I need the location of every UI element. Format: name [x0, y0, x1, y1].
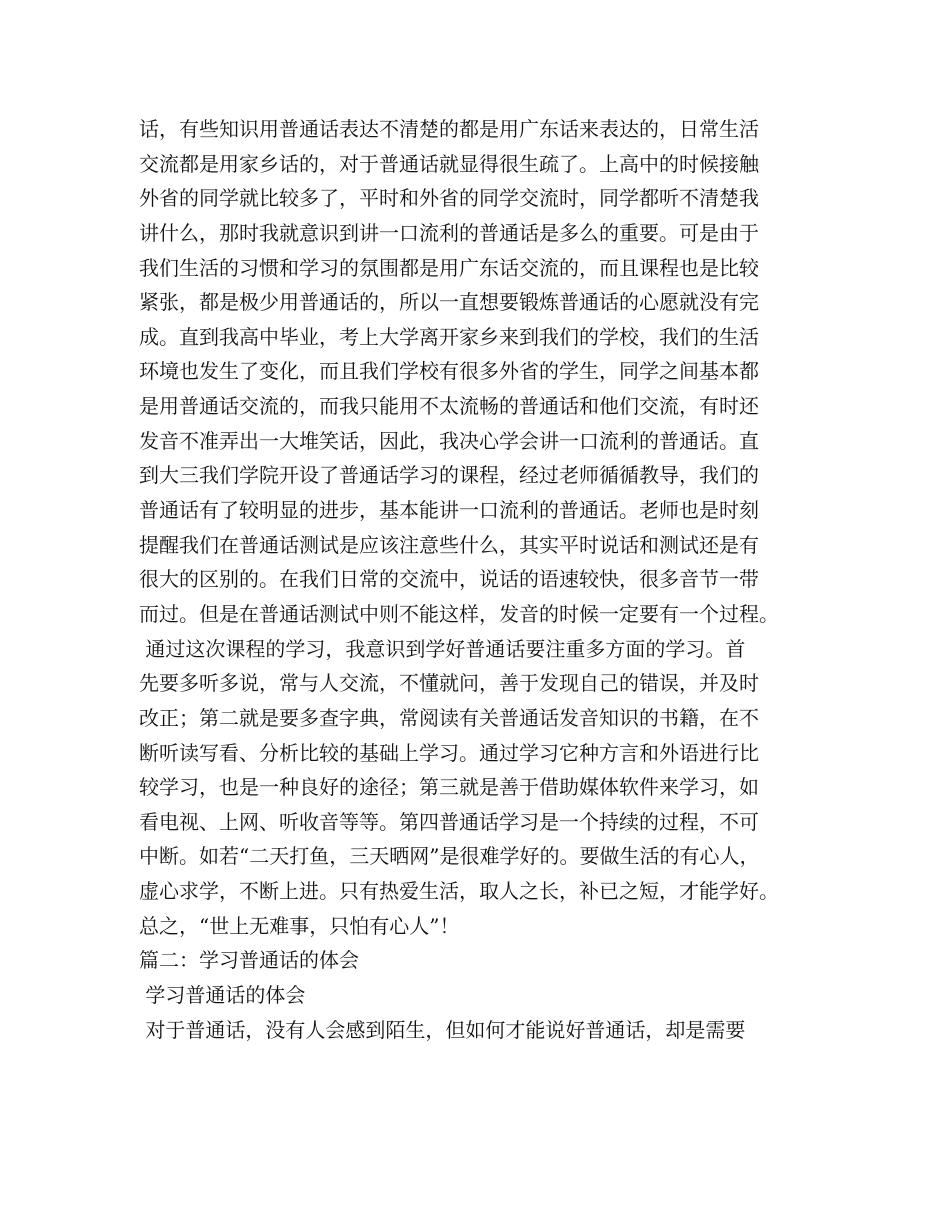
- text-line: 发音不准弄出一大堆笑话，因此，我决心学会讲一口流利的普通话。直: [139, 428, 759, 453]
- text-line: 话，有些知识用普通话表达不清楚的都是用广东话来表达的，日常生活: [139, 117, 759, 141]
- text-line: 我们生活的习惯和学习的氛围都是用广东话交流的，而且课程也是比较: [139, 255, 759, 280]
- body-text: [139, 112, 839, 1047]
- text-line: 外省的同学就比较多了，平时和外省的同学交流时，同学都听不清楚我: [139, 186, 759, 211]
- text-line: 紧张，都是极少用普通话的，所以一直想要锻炼普通话的心愿就没有完: [139, 290, 759, 315]
- subheading: 学习普通话的体会: [139, 983, 306, 1008]
- text-line: 提醒我们在普通话测试是应该注意些什么，其实平时说话和测试还是有: [139, 532, 759, 557]
- text-line: 而过。但是在普通话测试中则不能这样，发音的时候一定要有一个过程。: [139, 601, 779, 626]
- text-line: 通过这次课程的学习，我意识到学好普通话要注重多方面的学习。首: [139, 636, 746, 661]
- text-line: 看电视、上网、听收音等等。第四普通话学习是一个持续的过程，不可: [139, 809, 759, 834]
- text-line: 较学习，也是一种良好的途径；第三就是善于借助媒体软件来学习，如: [139, 775, 759, 800]
- text-line: 先要多听多说，常与人交流，不懂就问，善于发现自己的错误，并及时: [139, 671, 759, 696]
- text-line: 对于普通话，没有人会感到陌生，但如何才能说好普通话，却是需要: [139, 1017, 746, 1042]
- text-line: 是用普通话交流的，而我只能用不太流畅的普通话和他们交流，有时还: [139, 394, 759, 419]
- text-line: 中断。如若“二天打鱼，三天晒网”是很难学好的。要做生活的有心人，: [139, 844, 760, 869]
- text-line: 成。直到我高中毕业，考上大学离开家乡来到我们的学校，我们的生活: [139, 324, 759, 349]
- text-line: 环境也发生了变化，而且我们学校有很多外省的学生，同学之间基本都: [139, 359, 759, 384]
- text-line: 交流都是用家乡话的，对于普通话就显得很生疏了。上高中的时候接触: [139, 151, 759, 176]
- text-line: 很大的区别的。在我们日常的交流中，说话的语速较快，很多音节一带: [139, 567, 759, 592]
- text-line: 讲什么，那时我就意识到讲一口流利的普通话是多么的重要。可是由于: [139, 220, 759, 245]
- section-heading: 篇二：学习普通话的体会: [139, 948, 359, 973]
- text-line: 到大三我们学院开设了普通话学习的课程，经过老师循循教导，我们的: [139, 463, 759, 488]
- text-line: 虚心求学，不断上进。只有热爱生活，取人之长，补已之短，才能学好。: [139, 879, 779, 904]
- text-line: 改正；第二就是要多查字典，常阅读有关普通话发音知识的书籍，在不: [139, 705, 759, 730]
- text-line: 断听读写看、分析比较的基础上学习。通过学习它种方言和外语进行比: [139, 740, 759, 765]
- text-line: 总之，“世上无难事，只怕有心人”！: [139, 913, 460, 938]
- text-line: 普通话有了较明显的进步，基本能讲一口流利的普通话。老师也是时刻: [139, 498, 759, 523]
